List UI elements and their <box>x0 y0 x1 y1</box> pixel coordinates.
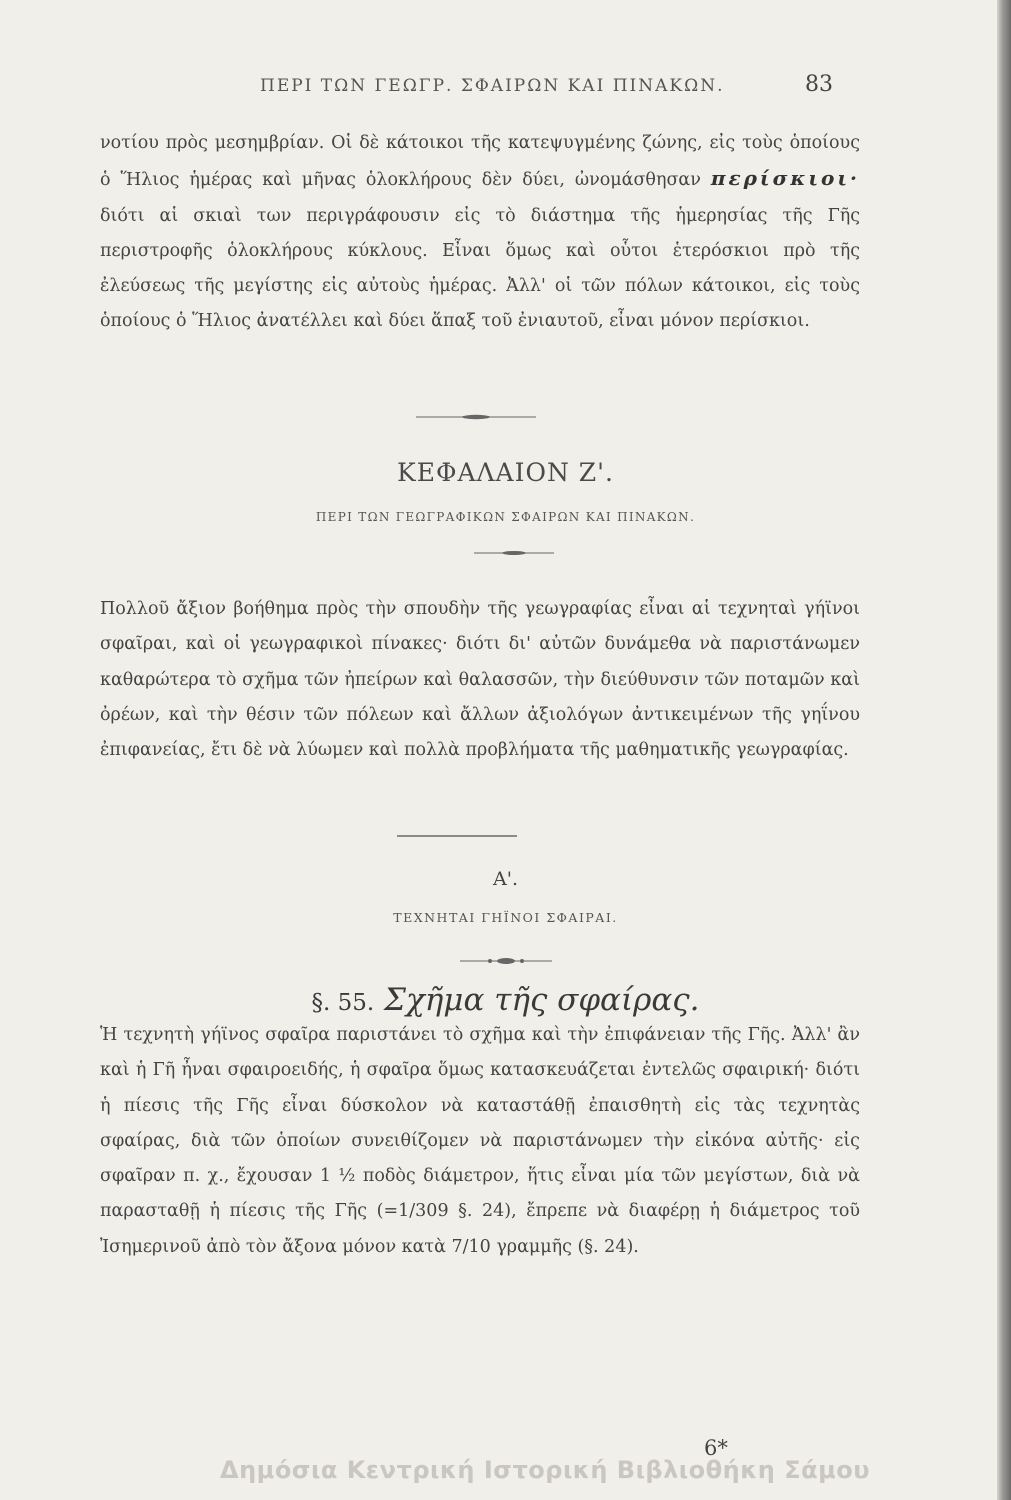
intro-text-after: διότι αἱ σκιαὶ των περιγράφουσιν εἰς τὸ διάστημα τῆς ἡμερησίας τῆς Γῆς περιστροφῆς ὁλοκλήρους κύκλους. Εἶναι ὅμως καὶ οὗτοι ἑτερόσκιοι πρὸ τῆς ἐλεύσεως τῆς μεγίστης εἰς αὐτοὺς ἡμέρας. Ἀλλ' οἱ τῶν πόλων κάτοικοι, εἰς τοὺς ὁποίους ὁ Ἥλιος ἀνατέλλει καὶ δύει ἅπαξ τοῦ ἐνιαυτοῦ, εἶναι μόνον περίσκιοι. <box>100 205 860 332</box>
section-paragraph <box>100 1018 860 1265</box>
section-paragraph-text: Ἡ τεχνητὴ γήϊνος σφαῖρα παριστάνει τὸ σχῆμα καὶ τὴν ἐπιφάνειαν τῆς Γῆς. Ἀλλ' ἂν καὶ ἡ Γῆ ἦναι σφαιροειδής, ἡ σφαῖρα ὅμως κατασκευάζεται ἐντελῶς σφαιρική· διότι ἡ πίεσις τῆς Γῆς εἶναι δύσκολον νὰ καταστάθῇ ἐπαισθητὴ εἰς τὰς τεχνητὰς σφαίρας, διὰ τῶν ὁποίων συνειθίζομεν νὰ παριστάνωμεν τὴν εἰκόνα αὐτῆς· εἰς σφαῖραν π. χ., ἔχουσαν 1 ½ ποδὸς διάμετρον, ἥτις εἶναι μία τῶν μεγίστων, διὰ νὰ παρασταθῇ ἡ πίεσις τῆς Γῆς (=1/309 §. 24), ἔπρεπε νὰ διαφέρῃ ἡ διάμετρος τοῦ Ἰσημερινοῦ ἀπὸ τὸν ἄξονα μόνον κατὰ 7/10 γραμμῆς (§. 24). <box>100 1025 860 1257</box>
library-watermark: Δημόσια Κεντρική Ιστορική Βιβλιοθήκη Σάμου <box>220 1456 870 1484</box>
section-title: Σχῆμα τῆς σφαίρας. <box>384 982 700 1018</box>
intro-paragraph <box>100 126 860 340</box>
emphasized-term: περίσκιοι· <box>710 166 860 191</box>
chapter-subtitle: ΠΕΡΙ ΤΩΝ ΓΕΩΓΡΑΦΙΚΩΝ ΣΦΑΙΡΩΝ ΚΑΙ ΠΙΝΑΚΩΝ. <box>315 510 696 524</box>
section-number: §. 55. <box>311 990 375 1016</box>
page-edge <box>997 0 1011 1500</box>
signature-mark: 6* <box>704 1436 728 1460</box>
chapter-paragraph <box>100 592 860 768</box>
chapter-paragraph-text: Πολλοῦ ἄξιον βοήθημα πρὸς τὴν σπουδὴν τῆς γεωγραφίας εἶναι αἱ τεχνηταὶ γήϊνοι σφαῖραι, καὶ οἱ γεωγραφικοὶ πίνακες· διότι δι' αὐτῶν δυνάμεθα νὰ παριστάνωμεν καθαρώτερα τὸ σχῆμα τῶν ἠπείρων καὶ θαλασσῶν, τὴν διεύθυνσιν τῶν ποταμῶν καὶ ὀρέων, καὶ τὴν θέσιν τῶν πόλεων καὶ ἄλλων ἀξιολόγων ἀντικειμένων τῆς γηΐνου ἐπιφανείας, ἔτι δὲ νὰ λύωμεν καὶ πολλὰ προβλήματα τῆς μαθηματικῆς γεωγραφίας. <box>100 599 860 761</box>
page-number: 83 <box>805 72 833 97</box>
section-heading <box>0 982 1011 1018</box>
section-subtitle: ΤΕΧΝΗΤΑΙ ΓΗΪΝΟΙ ΣΦΑΙΡΑΙ. <box>393 910 618 925</box>
running-head: ΠΕΡΙ ΤΩΝ ΓΕΩΓΡ. ΣΦΑΙΡΩΝ ΚΑΙ ΠΙΝΑΚΩΝ. <box>260 76 725 96</box>
intro-text-before: νοτίου πρὸς μεσημβρίαν. Οἱ δὲ κάτοικοι τῆς κατεψυγμένης ζώνης, εἰς τοὺς ὁποίους ὁ Ἥλιος ἡμέρας καὶ μῆνας ὁλοκλήρους δὲν δύει, ὠνομάσθησαν <box>100 133 860 191</box>
chapter-title: ΚΕΦΑΛΑΙΟΝ Ζ'. <box>397 458 614 487</box>
section-letter: Α'. <box>493 868 518 890</box>
